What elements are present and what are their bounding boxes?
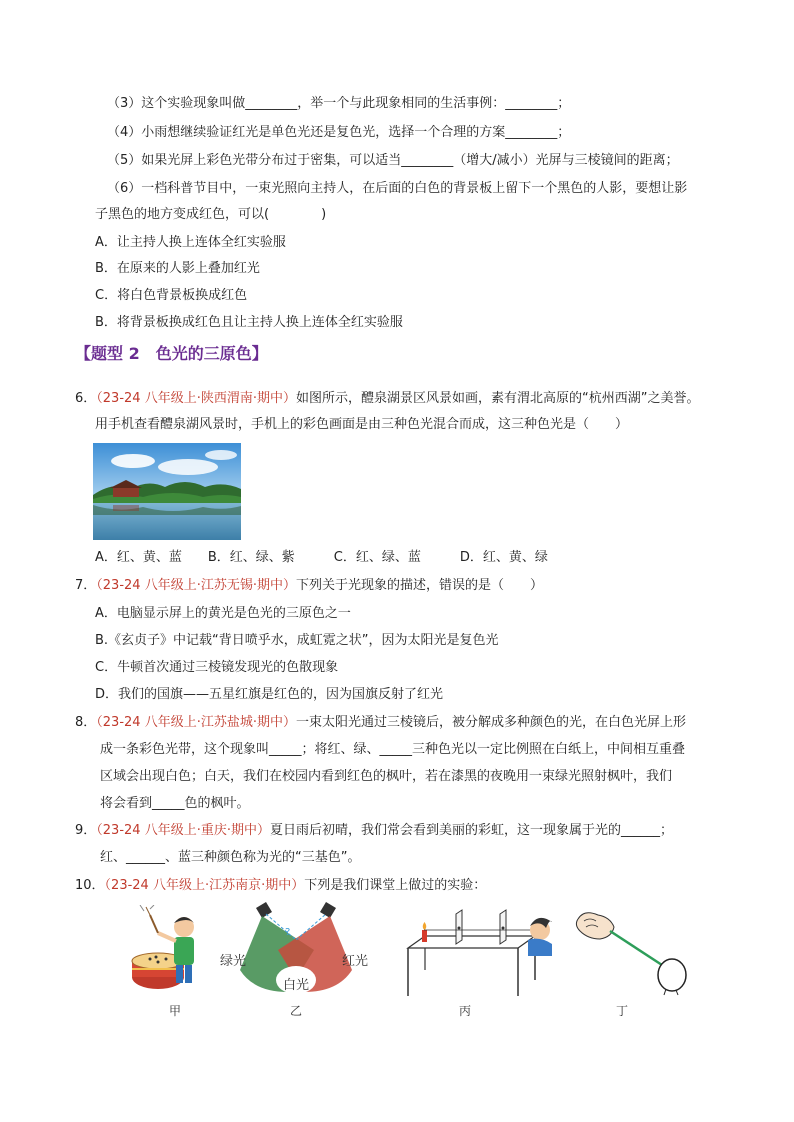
q5-part5: （5）如果光屏上彩色光带分布过于密集，可以适当________（增大/减小）光屏与三棱镜间的距离；	[107, 153, 679, 168]
q6-options: A．红、黄、蓝 B．红、绿、紫 C．红、绿、蓝 D．红、黄、绿	[95, 550, 548, 565]
q8-line1	[75, 714, 686, 732]
q8-line3: 区域会出现白色；白天，我们在校园内看到红色的枫叶，若在漆黑的夜晚用一束绿光照射枫叶，我们	[100, 769, 673, 784]
q10-number: 10．	[75, 878, 105, 893]
figure-jia-drum-illustration	[128, 905, 208, 995]
q9-stem: 夏日雨后初晴，我们常会看到美丽的彩虹，这一现象属于光的______；	[269, 823, 673, 838]
q6-source: （23-24 八年级上·陕西渭南·期中）	[96, 391, 296, 406]
q7-stem-line	[75, 577, 543, 595]
q9-number: 9．	[75, 823, 97, 838]
q8-number: 8．	[75, 715, 97, 730]
figure-bing-pinhole-experiment	[400, 900, 565, 1000]
q7-number: 7．	[75, 578, 97, 593]
q8-source: （23-24 八年级上·江苏盐城·期中）	[96, 715, 296, 730]
lake-scenery-photo	[93, 443, 241, 540]
caption-yi: 乙	[290, 1004, 303, 1018]
caption-bing: 丙	[459, 1004, 472, 1018]
q8-line4: 将会看到_____色的枫叶。	[100, 796, 250, 811]
yi-question-mark: ?	[285, 927, 291, 938]
section-heading: 【题型 2 色光的三原色】	[75, 344, 268, 363]
caption-ding: 丁	[616, 1004, 629, 1018]
q8-stem: 一束太阳光通过三棱镜后，被分解成多种颜色的光，在白色光屏上形	[295, 715, 686, 730]
q10-source: （23-24 八年级上·江苏南京·期中）	[104, 878, 305, 893]
figure-ding-soap-film	[570, 905, 700, 997]
q7-option-a: A．电脑显示屏上的黄光是色光的三原色之一	[95, 606, 351, 621]
yi-red-light-label: 红光	[342, 954, 369, 969]
q5-option-b: B．在原来的人影上叠加红光	[95, 261, 260, 276]
q7-option-b: B.《玄贞子》中记载“背日喷乎水，成虹霓之状”，因为太阳光是复色光	[95, 633, 499, 648]
q7-option-c: C．牛顿首次通过三棱镜发现光的色散现象	[95, 660, 339, 675]
q8-line2: 成一条彩色光带，这个现象叫_____；将红、绿、_____三种色光以一定比例照在白纸上，中间相互重叠	[100, 742, 686, 757]
yi-green-light-label: 绿光	[220, 954, 247, 969]
q5-part6-line1: （6）一档科普节目中，一束光照向主持人，在后面的白色的背景板上留下一个黑色的人影，要想让影	[107, 181, 688, 196]
q5-option-c: C．将白色背景板换成红色	[95, 288, 248, 303]
q7-stem: 下列关于光现象的描述，错误的是（ ）	[295, 578, 543, 593]
q5-option-d: B．将背景板换成红色且让主持人换上连体全红实验服	[95, 315, 403, 330]
q6-line1	[75, 390, 699, 408]
q6-stem: 如图所示，醴泉湖景区风景如画，素有渭北高原的“杭州西湖”之美誉。	[295, 391, 700, 406]
q5-part4: （4）小雨想继续验证红光是单色光还是复色光，选择一个合理的方案________；	[107, 125, 571, 140]
q10-stem: 下列是我们课堂上做过的实验：	[304, 878, 487, 893]
q7-source: （23-24 八年级上·江苏无锡·期中）	[96, 578, 296, 593]
q6-line2: 用手机查看醴泉湖风景时，手机上的彩色画面是由三种色光混合而成，这三种色光是（ ）	[95, 417, 629, 432]
q6-number: 6．	[75, 391, 97, 406]
q5-option-a: A．让主持人换上连体全红实验服	[95, 235, 286, 250]
q9-line1	[75, 822, 673, 840]
q5-part3: （3）这个实验现象叫做________，举一个与此现象相同的生活事例：________；	[107, 96, 571, 111]
yi-white-light-label: 白光	[283, 978, 310, 993]
q7-option-d: D．我们的国旗——五星红旗是红色的，因为国旗反射了红光	[95, 687, 444, 702]
q10-line1	[75, 877, 486, 895]
q9-source: （23-24 八年级上·重庆·期中）	[96, 823, 270, 838]
q5-part6-line2: 子黑色的地方变成红色，可以( )	[95, 207, 327, 222]
q9-line2: 红、______、蓝三种颜色称为光的“三基色”。	[100, 850, 361, 865]
caption-jia: 甲	[169, 1004, 182, 1018]
